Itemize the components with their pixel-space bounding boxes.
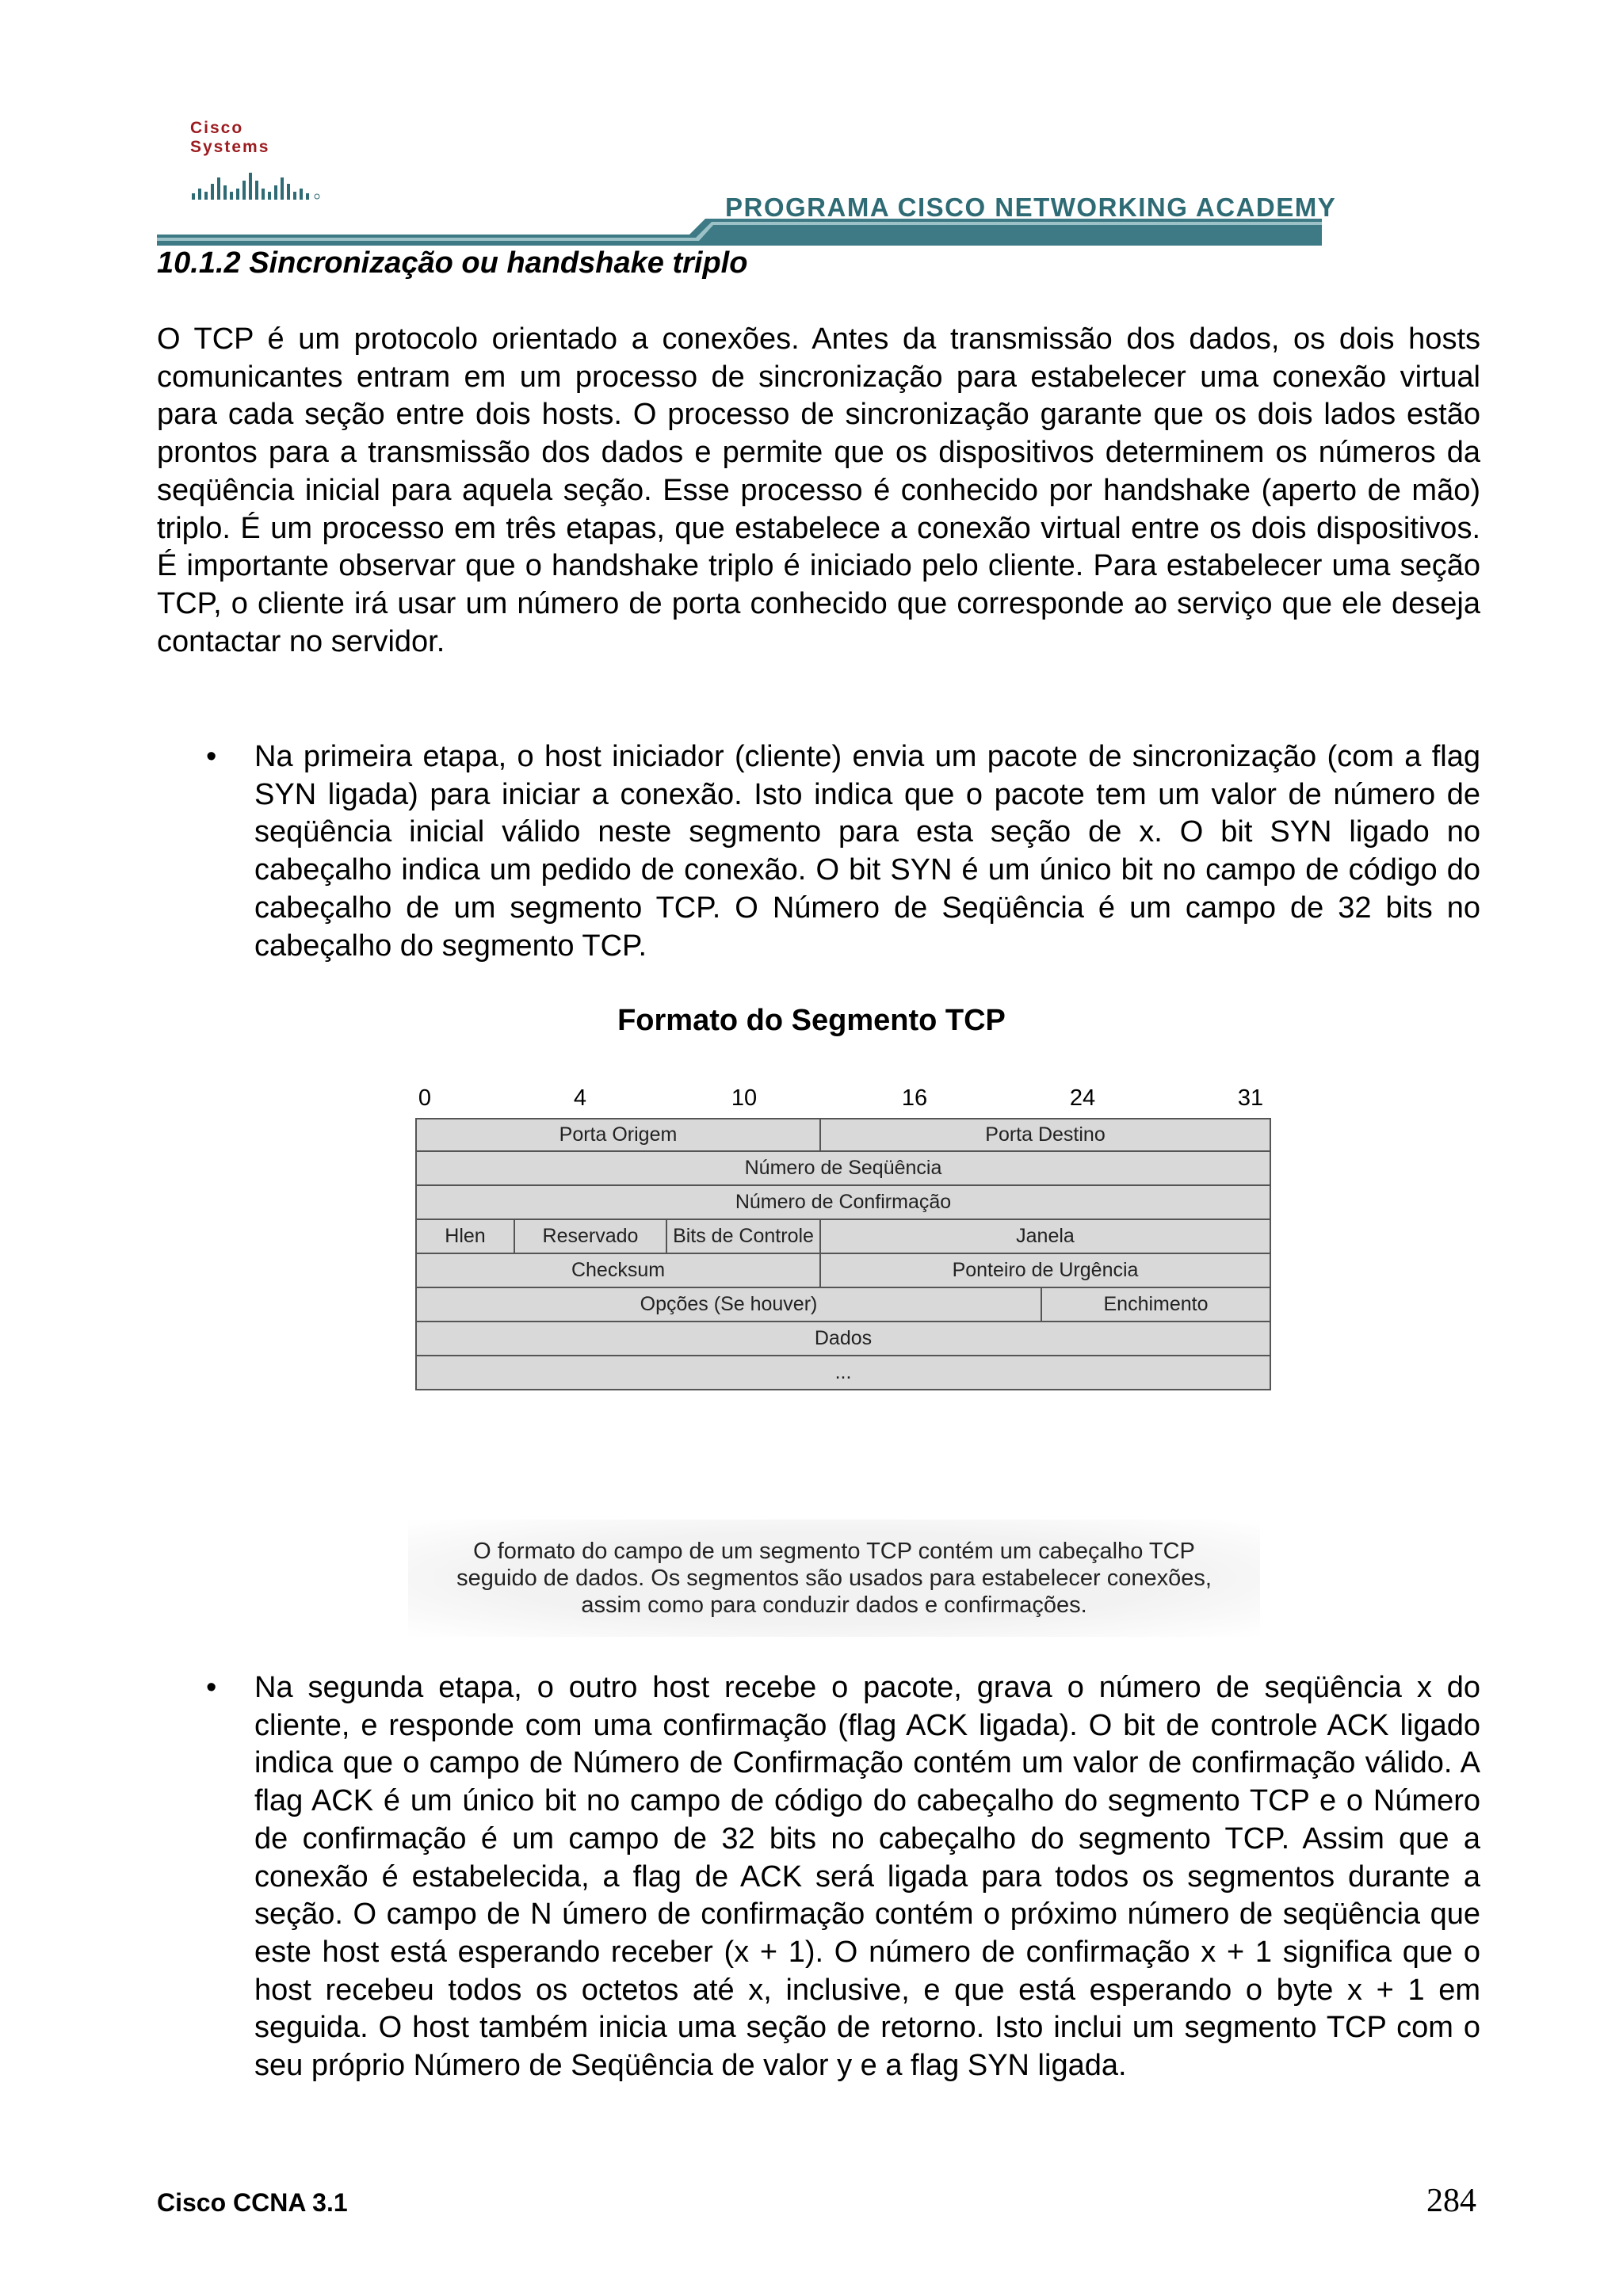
intro-paragraph: O TCP é um protocolo orientado a conexões. Antes da transmissão dos dados, os dois hosts comunicantes entram em um processo de sincronização para estabelecer uma conexão virtual para cada seção entre dois hosts. O processo de sincronização garante que os dois lados estão prontos para a transmissão dos dados e permite que os dispositivos determinem os números da seqüência inicial para aquela seção. Esse processo é conhecido por handshake (aperto de mão) triplo. É um processo em três etapas, que estabelece a conexão virtual entre os dois dispositivos. É importante observar que o handshake triplo é iniciado pelo cliente. Para estabelecer uma seção TCP, o cliente irá usar um número de porta conhecido que corresponde ao serviço que ele deseja contactar no servidor.	[157, 322, 1480, 658]
tcp-row-ack	[415, 1186, 1271, 1220]
field-reserved: Reservado	[514, 1220, 666, 1253]
section-title: 10.1.2 Sincronização ou handshake triplo	[157, 246, 748, 280]
tcp-row-data	[415, 1322, 1271, 1356]
list-item	[157, 1669, 1480, 2085]
field-checksum: Checksum	[571, 1259, 666, 1281]
cisco-logo-text: Cisco Systems	[190, 119, 270, 156]
page-number: 284	[1426, 2183, 1476, 2219]
bit-tick: 24	[1069, 1085, 1096, 1111]
field-sequence-number: Número de Seqüência	[744, 1157, 942, 1179]
bullet-icon: •	[206, 740, 217, 773]
figure-caption: O formato do campo de um segmento TCP contém um cabeçalho TCP seguido de dados. Os segmentos são usados para estabelecer conexões, assim como para conduzir dados e confirmações.	[456, 1539, 1212, 1618]
cisco-bridge-icon	[190, 162, 325, 201]
tcp-row-ellipsis	[415, 1356, 1271, 1390]
tcp-row-checksum	[415, 1254, 1271, 1288]
cisco-systems-logo	[190, 119, 325, 190]
bit-tick: 10	[731, 1085, 758, 1111]
figure-title: Formato do Segmento TCP	[617, 1004, 1006, 1037]
bit-scale	[415, 1085, 1271, 1117]
field-options: Opções (Se houver)	[640, 1293, 818, 1315]
bullet-icon: •	[206, 1671, 217, 1704]
tcp-row-options	[415, 1288, 1271, 1322]
field-hlen: Hlen	[445, 1225, 486, 1247]
bit-tick: 31	[1237, 1085, 1264, 1111]
list-item	[157, 738, 1480, 965]
field-data: Dados	[814, 1327, 873, 1349]
bit-tick: 4	[573, 1085, 587, 1111]
tcp-row-ports	[415, 1118, 1271, 1152]
field-padding: Enchimento	[1041, 1288, 1270, 1321]
tcp-segment-diagram	[415, 1118, 1271, 1390]
tcp-row-sequence	[415, 1152, 1271, 1186]
footer-course: Cisco CCNA 3.1	[157, 2188, 348, 2217]
bit-tick: 16	[901, 1085, 928, 1111]
bullet-text: Na segunda etapa, o outro host recebe o pacote, grava o número de seqüência x do cliente, e responde com uma confirmação (flag ACK ligada). O bit de controle ACK ligado indica que o campo de Número de Confirmação contém um valor de confirmação válido. A flag ACK é um único bit no campo de código do cabeçalho do segmento TCP e o Número de confirmação é um campo de 32 bits no cabeçalho do segmento TCP. Assim que a conexão é estabelecida, a flag de ACK será ligada para todos os segmentos durante a seção. O campo de N úmero de confirmação contém o próximo número de seqüência que este host está esperando receber (x + 1). O número de confirmação x + 1 significa que o host recebeu todos os octetos até x, inclusive, e que está esperando o byte x + 1 em seguida. O host também inicia uma seção de retorno. Isto inclui um segmento TCP com o seu próprio Número de Seqüência de valor y e a flag SYN ligada.	[254, 1671, 1480, 2083]
figure-caption-box	[408, 1520, 1260, 1637]
field-ack-number: Número de Confirmação	[735, 1191, 952, 1213]
bit-tick: 0	[418, 1085, 432, 1111]
field-urgent-pointer: Ponteiro de Urgência	[819, 1254, 1270, 1287]
field-source-port: Porta Origem	[559, 1123, 678, 1146]
tcp-row-control	[415, 1220, 1271, 1254]
bullet-text: Na primeira etapa, o host iniciador (cliente) envia um pacote de sincronização (com a flag SYN ligada) para iniciar a conexão. Isto indica que o pacote tem um valor de número de seqüência inicial válido neste segmento para esta seção de x. O bit SYN ligado no cabeçalho indica um pedido de conexão. O bit SYN é um único bit no campo de código do cabeçalho de um segmento TCP. O Número de Seqüência é um campo de 32 bits no cabeçalho do segmento TCP.	[254, 740, 1480, 963]
field-window: Janela	[819, 1220, 1270, 1253]
field-ellipsis: ...	[834, 1361, 852, 1383]
field-destination-port: Porta Destino	[819, 1119, 1270, 1150]
program-banner-text: PROGRAMA CISCO NETWORKING ACADEMY	[725, 193, 1337, 222]
field-control-bits: Bits de Controle	[666, 1220, 819, 1253]
